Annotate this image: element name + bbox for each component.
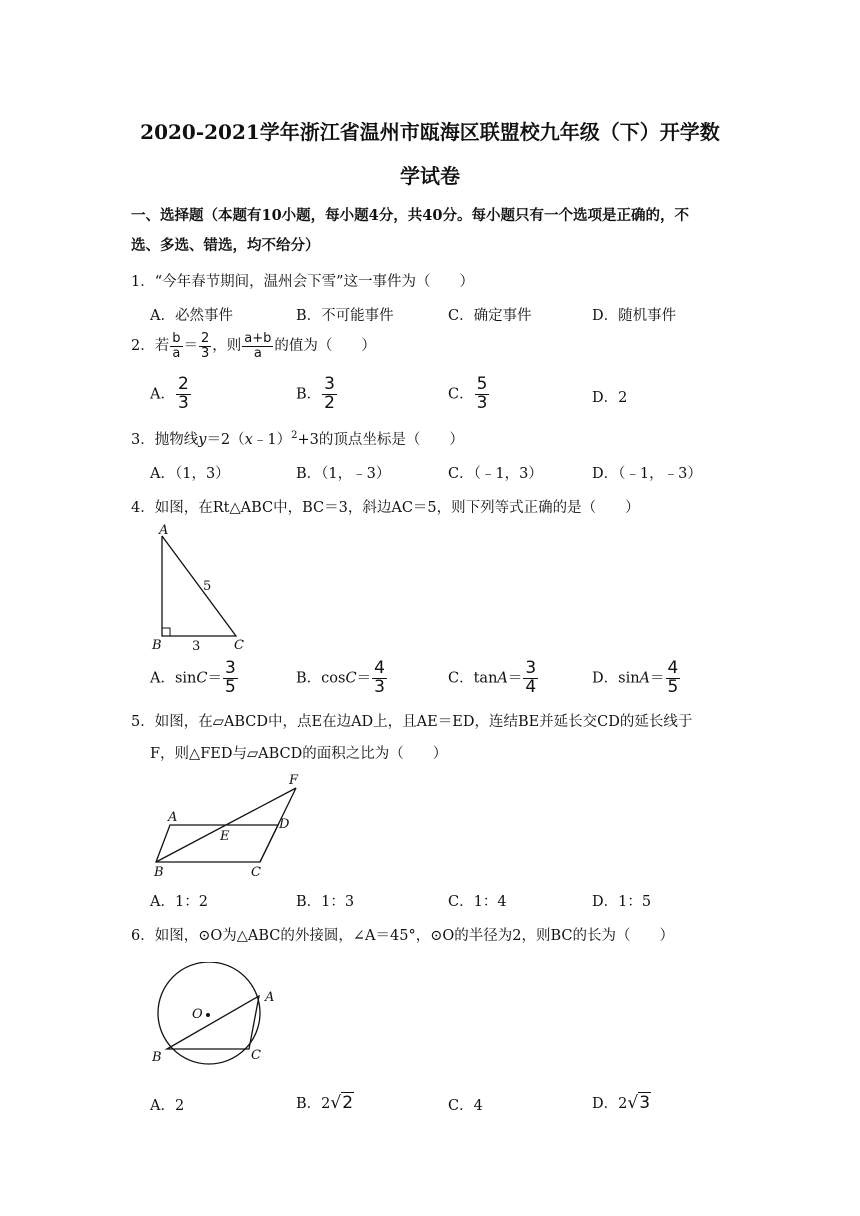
question-6-stem: 6．如图，⊙O为△ABC的外接圆，∠A＝45°，⊙O的半径为2，则BC的长为（ ） xyxy=(131,928,675,944)
q5-label-b: B xyxy=(154,865,164,880)
q5-label-c: C xyxy=(251,865,261,880)
q4-option-d-den: 5 xyxy=(667,676,679,697)
q2-frac3-denominator: a xyxy=(253,345,262,361)
q3-option-d: D．（﹣1，﹣3） xyxy=(592,466,702,482)
q4-option-d-fraction xyxy=(666,660,681,697)
q5-option-a: A．1：2 xyxy=(150,894,208,910)
q4-label-b: B xyxy=(152,638,162,653)
q2-option-c-fraction xyxy=(475,376,490,413)
q4-label-a: A xyxy=(159,523,169,538)
q2-frac2-denominator: 3 xyxy=(201,345,210,361)
q3-var-y: y xyxy=(198,432,207,448)
question-3-stem xyxy=(131,428,464,449)
q6-option-b-radicand: 2 xyxy=(342,1093,354,1113)
q2-frac3-numerator: a+b xyxy=(244,331,272,346)
q4-option-a-den: 5 xyxy=(225,676,236,697)
q2-option-b-den: 2 xyxy=(324,392,335,413)
q5-label-d: D xyxy=(279,817,290,832)
q4-option-b-fraction xyxy=(372,660,387,697)
q5-parallelogram-figure xyxy=(150,768,310,883)
q4-option-a-fraction xyxy=(223,660,238,697)
q3-stem-b: ＝2（ xyxy=(206,432,245,448)
q4-option-c-fraction xyxy=(523,660,538,697)
q1-option-c: C．确定事件 xyxy=(448,308,532,324)
q4-option-b-num: 4 xyxy=(374,658,385,678)
q4-label-side-ac: 5 xyxy=(203,579,212,594)
question-2-stem xyxy=(131,332,376,360)
q2-option-c-num: 5 xyxy=(476,374,488,394)
q5-label-f: F xyxy=(289,773,299,788)
question-5-line2: F，则△FED与▱ABCD的面积之比为（ ） xyxy=(150,746,448,762)
q2-option-a xyxy=(150,376,192,413)
q3-stem-a: 3．抛物线 xyxy=(131,432,199,448)
q2-option-b-fraction xyxy=(322,376,337,413)
q6-option-d-label: D．2 xyxy=(592,1096,628,1112)
q3-option-c: C．（﹣1，3） xyxy=(448,466,543,482)
q1-option-a: A．必然事件 xyxy=(150,308,233,324)
q2-option-d-value: 2 xyxy=(618,390,628,406)
page-title-line2: 学试卷 xyxy=(400,164,460,188)
q4-option-d-label: D．sin xyxy=(592,670,640,687)
q3-stem-d: +3的顶点坐标是（ ） xyxy=(297,432,464,448)
question-5-line1: 5．如图，在▱ABCD中，点E在边AD上，且AE＝ED，连结BE并延长交CD的延长线于 xyxy=(131,714,693,730)
q2-tail: 的值为（ ） xyxy=(274,338,376,355)
q5-label-e: E xyxy=(220,829,230,844)
q2-option-d xyxy=(592,386,627,407)
page-title-line1: 2020-2021学年浙江省温州市瓯海区联盟校九年级（下）开学数 xyxy=(140,120,720,144)
q2-equals: ＝ xyxy=(183,338,198,355)
q6-option-c: C．4 xyxy=(448,1098,483,1114)
q2-frac1-denominator: a xyxy=(172,345,181,361)
q4-right-angle-mark xyxy=(162,628,170,636)
q2-option-c xyxy=(448,376,490,413)
q3-exponent: 2 xyxy=(291,430,298,442)
q2-option-b xyxy=(296,376,338,413)
q6-option-d xyxy=(592,1092,651,1113)
q6-option-b-label: B．2 xyxy=(296,1096,331,1112)
q5-label-a: A xyxy=(168,810,178,825)
q4-option-c: C．tanA＝ $\frac{3}{4}$ xyxy=(448,658,537,697)
q4-option-c-num: 3 xyxy=(525,658,537,678)
q6-label-b: B xyxy=(152,1050,162,1065)
q2-option-b-label: B． xyxy=(296,386,322,403)
q3-option-b: B．（1，﹣3） xyxy=(296,466,391,482)
q4-option-d-num: 4 xyxy=(667,658,679,678)
q6-option-d-radicand: 3 xyxy=(639,1093,651,1113)
q2-number: 2．若 xyxy=(131,338,170,355)
q4-option-c-label: C．tan xyxy=(448,670,498,687)
q4-option-d: D．sinA＝ $\frac{4}{5}$ xyxy=(592,658,679,697)
section-header-line2: 选、多选、错选，均不给分） xyxy=(131,237,320,254)
q1-option-b: B．不可能事件 xyxy=(296,308,394,324)
q6-option-a: A．2 xyxy=(150,1098,185,1114)
q2-option-d-label: D． xyxy=(592,390,619,406)
q4-option-d-var: A xyxy=(639,670,651,687)
q5-parallelogram-abcd xyxy=(156,825,278,862)
question-1-stem: 1．“今年春节期间，温州会下雪”这一事件为（ ） xyxy=(131,274,475,290)
section-header-line1: 一、选择题（本题有10小题，每小题4分，共40分。每小题只有一个选项是正确的，不 xyxy=(131,207,689,224)
q4-label-side-bc: 3 xyxy=(192,639,201,654)
q4-option-a-var: C xyxy=(196,670,208,687)
q4-label-c: C xyxy=(234,638,244,653)
q4-option-b: B．cosC＝ $\frac{4}{3}$ xyxy=(296,658,385,697)
q6-option-b xyxy=(296,1092,354,1113)
q2-option-a-den: 3 xyxy=(177,392,189,413)
q2-option-a-fraction xyxy=(176,376,191,413)
q6-label-a: A xyxy=(265,990,275,1005)
q6-circle-figure xyxy=(148,962,288,1072)
q1-option-d: D．随机事件 xyxy=(592,308,677,324)
q2-option-a-num: 2 xyxy=(177,374,189,394)
q3-stem-c: ﹣1） xyxy=(252,432,292,448)
q2-option-b-num: 3 xyxy=(324,374,335,394)
q4-option-b-label: B．cos xyxy=(296,670,346,687)
q2-option-a-label: A． xyxy=(150,386,175,403)
q4-option-c-den: 4 xyxy=(525,676,537,697)
q5-option-c: C．1：4 xyxy=(448,894,507,910)
q5-option-b: B．1：3 xyxy=(296,894,355,910)
q5-option-d: D．1：5 xyxy=(592,894,652,910)
question-4-stem: 4．如图，在Rt△ABC中，BC＝3，斜边AC＝5，则下列等式正确的是（ ） xyxy=(131,500,640,516)
q2-fraction-b-over-a xyxy=(170,332,182,360)
q6-label-o: O xyxy=(192,1007,203,1022)
q4-triangle-outline xyxy=(162,536,236,636)
q3-var-x: x xyxy=(244,432,253,448)
q4-option-a-num: 3 xyxy=(225,658,236,678)
q4-option-c-var: A xyxy=(497,670,508,687)
q4-option-b-den: 3 xyxy=(374,676,385,697)
q2-then: ，则 xyxy=(212,338,242,355)
q6-triangle-abc xyxy=(167,996,259,1049)
q2-frac1-numerator: b xyxy=(172,331,181,346)
q2-option-c-den: 3 xyxy=(476,392,488,413)
q4-option-b-var: C xyxy=(345,670,357,687)
q3-option-a: A．（1，3） xyxy=(150,466,230,482)
q2-frac2-numerator: 2 xyxy=(201,331,210,346)
q6-center-point xyxy=(206,1013,210,1017)
q4-right-triangle-figure xyxy=(150,522,260,654)
q2-fraction-2-over-3 xyxy=(199,332,211,360)
q4-option-a-label: A．sin xyxy=(150,670,197,687)
q2-fraction-apb-over-a xyxy=(242,332,273,360)
q6-label-c: C xyxy=(251,1048,261,1063)
q2-option-c-label: C． xyxy=(448,386,474,403)
q6-option-d-sqrt: √3 xyxy=(627,1093,651,1113)
q6-option-b-sqrt: √2 xyxy=(330,1093,354,1113)
q4-option-a: A．sinC＝ $\frac{3}{5}$ xyxy=(150,658,236,697)
